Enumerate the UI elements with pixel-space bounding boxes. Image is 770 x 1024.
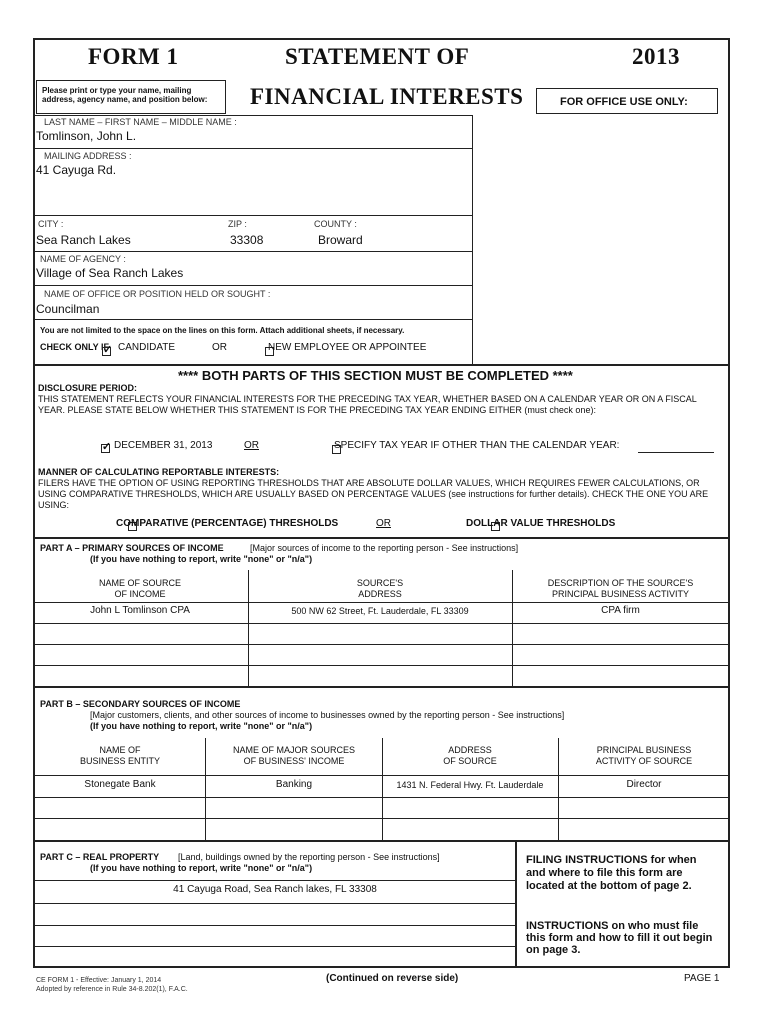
- table-row: [33, 903, 515, 904]
- part-b-note: [Major customers, clients, and other sources of income to businesses owned by the reporting person - See instructions]: [90, 710, 565, 720]
- part-a-heading: PART A – PRIMARY SOURCES OF INCOME: [40, 543, 224, 553]
- agency-label: NAME OF AGENCY :: [40, 254, 126, 264]
- table-row: [33, 644, 730, 645]
- part-a-col-desc: DESCRIPTION OF THE SOURCE'S PRINCIPAL BUSINESS ACTIVITY: [547, 578, 694, 599]
- or-label: OR: [212, 342, 227, 353]
- dec31-checkbox[interactable]: [101, 444, 110, 453]
- table-row: [33, 665, 730, 666]
- candidate-label: CANDIDATE: [118, 342, 176, 353]
- form-year: 2013: [632, 44, 680, 69]
- divider: [205, 738, 206, 840]
- table-row: [33, 797, 730, 798]
- divider: [558, 738, 559, 840]
- part-c-heading: PART C – REAL PROPERTY: [40, 852, 160, 862]
- part-c-cell[interactable]: 41 Cayuga Road, Sea Ranch lakes, FL 33308: [173, 884, 377, 895]
- name-field[interactable]: Tomlinson, John L.: [36, 129, 137, 143]
- part-b-cell[interactable]: 1431 N. Federal Hwy. Ft. Lauderdale: [396, 780, 544, 790]
- divider: [382, 738, 383, 840]
- part-c-note: [Land, buildings owned by the reporting person - See instructions]: [178, 852, 440, 862]
- divider: [33, 251, 473, 252]
- space-note: You are not limited to the space on the lines on this form. Attach additional sheets, if necessary.: [40, 326, 405, 335]
- city-label: CITY :: [38, 219, 64, 229]
- divider: [33, 115, 473, 116]
- divider: [33, 537, 730, 539]
- period-text: THIS STATEMENT REFLECTS YOUR FINANCIAL INTERESTS FOR THE PRECEDING TAX YEAR, WHETHER BASED ON A CALENDAR YEAR OR ON A FISCAL YEAR. PLEASE STATE BELOW WHETHER THIS STATEMENT IS FOR THE PRECEDING TAX YEAR ENDING EITHER (must check one):: [38, 394, 697, 415]
- table-row: [33, 818, 730, 819]
- or-label: OR: [244, 440, 259, 451]
- continued-note: (Continued on reverse side): [326, 973, 459, 984]
- divider: [33, 775, 730, 776]
- print-instruction: Please print or type your name, mailing address, agency name, and position below:: [42, 86, 208, 104]
- candidate-checkbox[interactable]: [102, 347, 111, 356]
- part-b-cell[interactable]: Director: [626, 779, 662, 790]
- form-label: FORM 1: [88, 44, 179, 69]
- part-a-cell[interactable]: 500 NW 62 Street, Ft. Lauderdale, FL 33309: [291, 606, 469, 616]
- both-parts-banner: **** BOTH PARTS OF THIS SECTION MUST BE COMPLETED ****: [178, 368, 573, 383]
- part-a-cell[interactable]: John L Tomlinson CPA: [90, 605, 190, 616]
- divider: [472, 115, 473, 365]
- comparative-label: COMPARATIVE (PERCENTAGE) THRESHOLDS: [116, 518, 339, 529]
- county-field[interactable]: Broward: [318, 233, 363, 247]
- part-b-cell[interactable]: Stonegate Bank: [84, 779, 156, 790]
- divider: [248, 570, 249, 686]
- title-line1: STATEMENT OF: [285, 44, 470, 69]
- adopted-rule: Adopted by reference in Rule 34-8.202(1), F.A.C.: [36, 986, 188, 993]
- divider: [33, 880, 515, 881]
- title-line2: FINANCIAL INTERESTS: [250, 84, 524, 109]
- divider: [515, 840, 517, 968]
- part-c-nothing: (If you have nothing to report, write "none" or "n/a"): [90, 863, 313, 873]
- office-use-label: FOR OFFICE USE ONLY:: [560, 96, 688, 108]
- part-a-cell[interactable]: CPA firm: [601, 605, 640, 616]
- agency-field[interactable]: Village of Sea Ranch Lakes: [36, 266, 184, 280]
- address-label: MAILING ADDRESS :: [44, 151, 132, 161]
- table-row: [33, 925, 515, 926]
- part-b-col-sources: NAME OF MAJOR SOURCES OF BUSINESS' INCOME: [232, 745, 355, 766]
- divider: [33, 686, 730, 688]
- office-label: NAME OF OFFICE OR POSITION HELD OR SOUGHT :: [44, 289, 271, 299]
- part-a-col-name: NAME OF SOURCE OF INCOME: [98, 578, 181, 599]
- check-only-label: CHECK ONLY IF: [40, 342, 110, 352]
- divider: [33, 602, 730, 603]
- divider: [512, 570, 513, 686]
- or-label: OR: [376, 518, 391, 529]
- county-label: COUNTY :: [314, 219, 357, 229]
- dec31-label: DECEMBER 31, 2013: [114, 440, 213, 451]
- divider: [33, 215, 473, 216]
- page-number: PAGE 1: [684, 973, 720, 984]
- dollar-label: DOLLAR VALUE THRESHOLDS: [466, 518, 616, 529]
- manner-heading: MANNER OF CALCULATING REPORTABLE INTERESTS:: [38, 467, 280, 477]
- divider: [33, 148, 473, 149]
- specify-year-label: SPECIFY TAX YEAR IF OTHER THAN THE CALENDAR YEAR:: [334, 440, 620, 451]
- part-b-cell[interactable]: Banking: [275, 779, 313, 790]
- table-row: [33, 623, 730, 624]
- divider: [33, 364, 730, 366]
- new-employee-label: NEW EMPLOYEE OR APPOINTEE: [268, 342, 427, 353]
- divider: [33, 840, 730, 842]
- divider: [33, 319, 473, 320]
- name-label: LAST NAME – FIRST NAME – MIDDLE NAME :: [44, 117, 237, 127]
- part-b-col-activity: PRINCIPAL BUSINESS ACTIVITY OF SOURCE: [595, 745, 693, 766]
- part-b-col-entity: NAME OF BUSINESS ENTITY: [79, 745, 160, 766]
- manner-text: FILERS HAVE THE OPTION OF USING REPORTING THRESHOLDS THAT ARE ABSOLUTE DOLLAR VALUES, WHICH REQUIRES FEWER CALCULATIONS, OR USING COMPARATIVE THRESHOLDS, WHICH ARE USUALLY BASED ON PERCENTAGE VALUES (see instructions for further details). CHECK THE ONE YOU ARE USING:: [38, 478, 709, 510]
- table-row: [33, 946, 515, 947]
- part-b-heading: PART B – SECONDARY SOURCES OF INCOME: [40, 699, 241, 709]
- zip-label: ZIP :: [228, 219, 247, 229]
- period-heading: DISCLOSURE PERIOD:: [38, 383, 138, 393]
- specify-year-field[interactable]: [638, 452, 714, 453]
- part-a-nothing: (If you have nothing to report, write "none" or "n/a"): [90, 554, 313, 564]
- part-b-col-address: ADDRESS OF SOURCE: [443, 745, 497, 766]
- form-effective: CE FORM 1 - Effective: January 1, 2014: [36, 977, 162, 984]
- instructions-who: INSTRUCTIONS on who must file this form and how to fill it out begin on page 3.: [526, 920, 713, 956]
- zip-field[interactable]: 33308: [230, 233, 264, 247]
- part-a-note: [Major sources of income to the reporting person - See instructions]: [250, 543, 519, 553]
- city-field[interactable]: Sea Ranch Lakes: [36, 233, 131, 247]
- divider: [33, 285, 473, 286]
- part-b-nothing: (If you have nothing to report, write "none" or "n/a"): [90, 721, 313, 731]
- address-field[interactable]: 41 Cayuga Rd.: [36, 163, 117, 177]
- part-a-col-address: SOURCE'S ADDRESS: [356, 578, 404, 599]
- filing-instructions: FILING INSTRUCTIONS for when and where to file this form are located at the bottom of page 2.: [526, 854, 697, 892]
- office-field[interactable]: Councilman: [36, 302, 100, 316]
